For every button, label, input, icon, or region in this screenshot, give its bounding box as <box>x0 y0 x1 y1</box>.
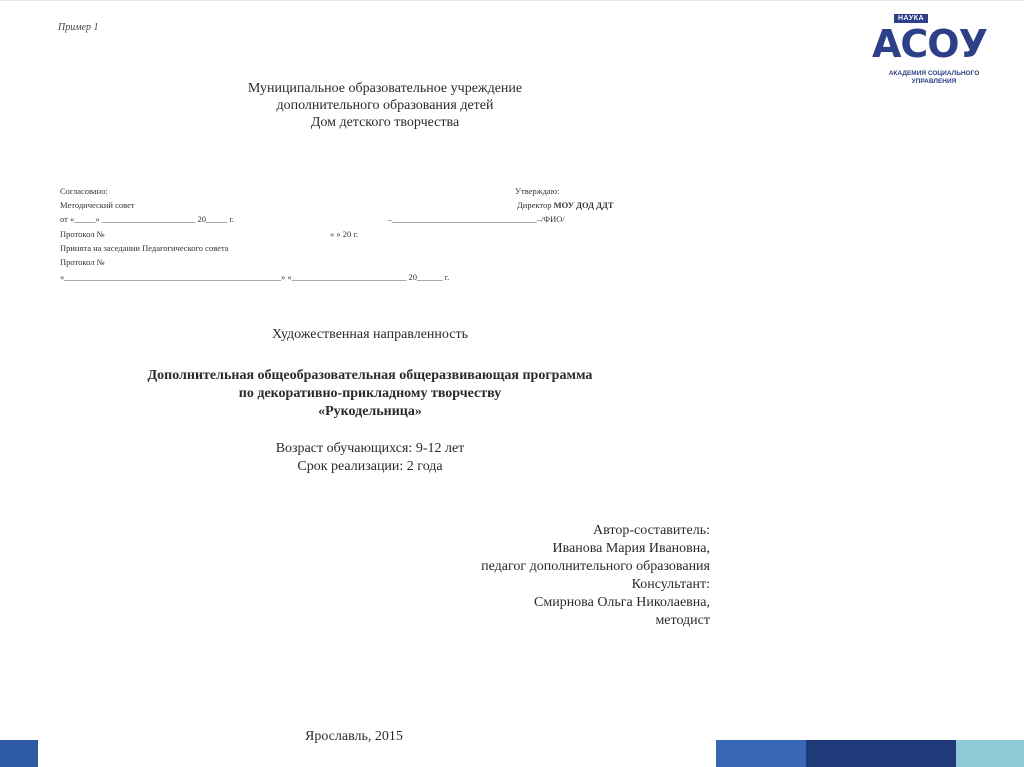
approve-label: Утверждаю: <box>515 186 560 196</box>
logo-badge: НАУКА <box>894 14 928 23</box>
age-line: Возраст обучающихся: 9-12 лет <box>275 441 465 456</box>
program-line-3: «Рукодельница» <box>318 404 422 419</box>
consultant-name: Смирнова Ольга Николаевна, <box>534 595 710 610</box>
program-meta <box>60 440 680 476</box>
program-line-1: Дополнительная общеобразовательная общеразвивающая программа <box>147 368 593 383</box>
city-year: Ярославль, 2015 <box>305 729 403 744</box>
institution-line-1: Муниципальное образовательное учреждение <box>247 81 523 96</box>
author-name: Иванова Мария Ивановна, <box>552 541 710 556</box>
approve-date: « » 20 г. <box>330 229 359 239</box>
footer-bar-segment-3 <box>956 740 1024 767</box>
author-role: педагог дополнительного образования <box>481 559 710 574</box>
footer-bar-right <box>716 740 1024 767</box>
author-label: Автор-составитель: <box>593 523 710 538</box>
ped-council: Принята на заседании Педагогического совета <box>60 243 229 253</box>
program-title <box>60 367 680 421</box>
asoy-logo <box>870 14 1000 94</box>
director-signature: –__________________________________–/ФИО/ <box>388 214 565 224</box>
director-line: Директор МОУ ДОД ДДТ <box>517 200 614 210</box>
direction: Художественная направленность <box>272 327 468 342</box>
institution-line-2: дополнительного образования детей <box>276 98 494 113</box>
footer-bar-segment-1 <box>716 740 806 767</box>
author-block <box>370 522 710 630</box>
protocol-1: Протокол № <box>60 229 105 239</box>
logo-subtitle <box>870 70 998 86</box>
logo-name: АСОУ <box>872 22 987 66</box>
council-date: от «_____» ______________________ 20_____ г. <box>60 214 235 224</box>
footer-bar-segment-2 <box>806 740 956 767</box>
logo-subtitle-line-2: УПРАВЛЕНИЯ <box>911 78 957 85</box>
logo-subtitle-line-1: АКАДЕМИЯ СОЦИАЛЬНОГО <box>888 70 980 77</box>
program-line-2: по декоративно-прикладному творчеству <box>238 386 502 401</box>
agreed-label: Согласовано: <box>60 186 108 196</box>
footer-bar-left <box>0 740 38 767</box>
example-label: Пример 1 <box>58 22 99 33</box>
consultant-label: Консультант: <box>631 577 710 592</box>
protocol-2: Протокол № <box>60 257 105 267</box>
institution-line-3: Дом детского творчества <box>310 115 460 130</box>
signature-line: «___________________________________________________» «___________________________ 20______ г. <box>60 272 450 282</box>
term-line: Срок реализации: 2 года <box>297 459 443 474</box>
method-council: Методический совет <box>60 200 135 210</box>
consultant-role: методист <box>655 613 710 628</box>
